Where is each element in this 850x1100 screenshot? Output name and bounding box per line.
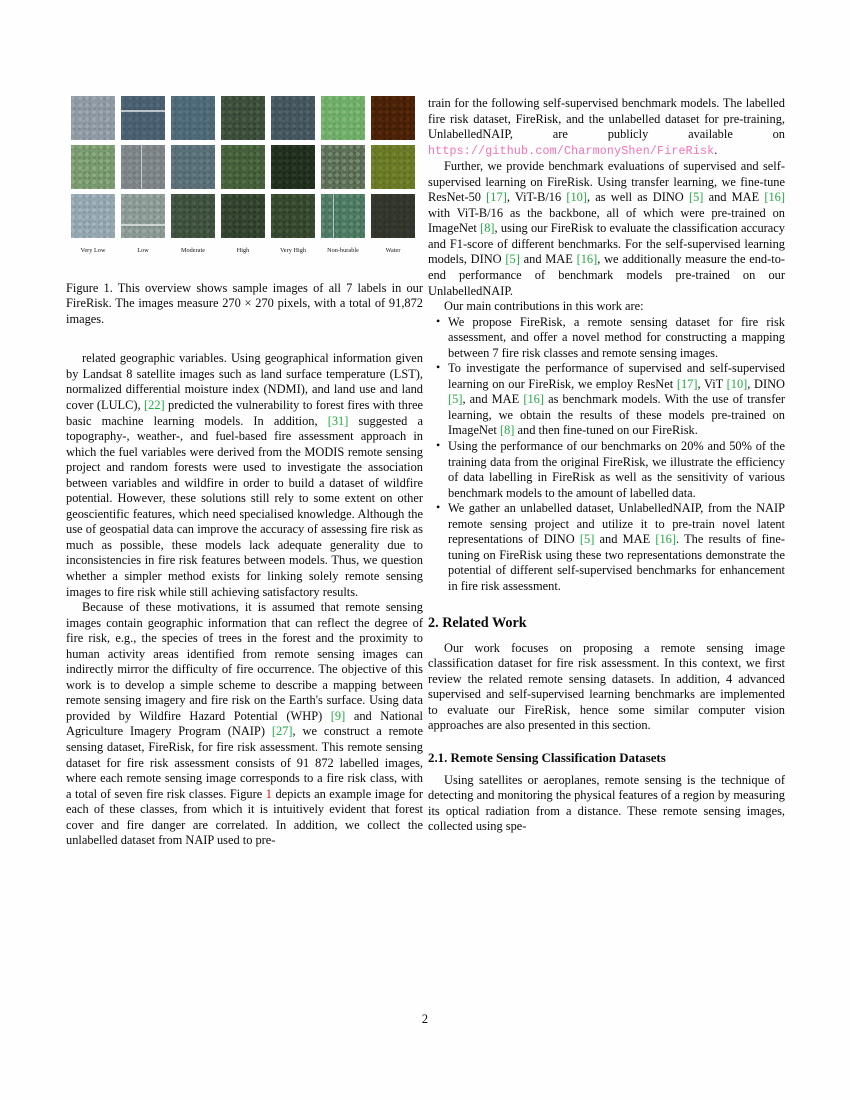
list-item bbox=[434, 439, 785, 501]
citation-22[interactable]: [22] bbox=[144, 397, 165, 412]
text-run: and MAE bbox=[594, 532, 656, 547]
text-run: related geographic variables. Using geographical information given by Landsat 8 satellite images such as land surface temperature (LST), normalized differential moisture index (NDMI), and land use and land cover (LULC), bbox=[66, 351, 423, 412]
text-run: and National Agriculture Imagery Program (NAIP) bbox=[66, 708, 423, 739]
sample-tile bbox=[71, 96, 115, 140]
tile-texture bbox=[71, 145, 115, 189]
text-run: and MAE bbox=[519, 252, 577, 267]
contributions-list bbox=[428, 315, 785, 595]
citation-16[interactable]: [16] bbox=[523, 392, 544, 407]
right-paragraph-1 bbox=[428, 96, 785, 159]
citation-16[interactable]: [16] bbox=[655, 532, 677, 547]
list-item bbox=[434, 501, 785, 594]
sample-image-labels bbox=[71, 243, 423, 259]
figure-caption bbox=[66, 281, 423, 328]
tile-texture bbox=[221, 96, 265, 140]
contributions-lead: Our main contributions in this work are: bbox=[444, 299, 644, 314]
subsection-heading-remote-sensing-datasets: 2.1. Remote Sensing Classification Datasets bbox=[428, 750, 666, 765]
sample-image-grid bbox=[71, 96, 423, 238]
tile-texture bbox=[171, 145, 215, 189]
tile-label: Non-burable bbox=[327, 247, 359, 254]
sample-tile bbox=[171, 145, 215, 189]
sample-tile bbox=[71, 194, 115, 238]
citation-16b[interactable]: [16] bbox=[576, 252, 598, 267]
text-run: , using our FireRisk to evaluate the classification accuracy and F1-score of different benchmarks. For the self-supervised learning models, DINO bbox=[428, 221, 785, 267]
text-run: , as well as DINO bbox=[587, 190, 689, 205]
citation-17[interactable]: [17] bbox=[676, 376, 698, 391]
sample-tile bbox=[371, 145, 415, 189]
tile-texture bbox=[271, 145, 315, 189]
tile-texture bbox=[121, 194, 165, 238]
text-run: , ViT-B/16 bbox=[506, 190, 567, 205]
list-item bbox=[434, 315, 785, 362]
tile-label: High bbox=[236, 247, 250, 254]
citation-5[interactable]: [5] bbox=[579, 532, 595, 547]
list-item bbox=[434, 361, 785, 439]
page-number: 2 bbox=[421, 1012, 429, 1026]
tile-texture bbox=[321, 96, 365, 140]
tile-label: Very Low bbox=[80, 247, 106, 254]
sample-tile bbox=[321, 194, 365, 238]
text-run: predicted the vulnerability to forest fires with three basic machine learning models. In addition, bbox=[66, 397, 423, 428]
figure-reference-1[interactable]: 1 bbox=[265, 786, 272, 801]
tile-texture bbox=[171, 194, 215, 238]
right-paragraph-2 bbox=[428, 159, 785, 299]
citation-5[interactable]: [5] bbox=[688, 190, 704, 205]
left-paragraph-2 bbox=[66, 600, 423, 849]
citation-31[interactable]: [31] bbox=[327, 413, 349, 428]
citation-17[interactable]: [17] bbox=[486, 190, 507, 205]
tile-texture bbox=[271, 96, 315, 140]
sample-tile bbox=[221, 96, 265, 140]
tile-texture bbox=[371, 145, 415, 189]
tile-streak bbox=[141, 145, 142, 189]
text-run: . bbox=[714, 142, 718, 157]
sample-tile bbox=[371, 96, 415, 140]
right-column bbox=[428, 96, 785, 835]
tile-label: Water bbox=[385, 247, 401, 254]
citation-9[interactable]: [9] bbox=[330, 708, 346, 723]
sample-tile bbox=[171, 96, 215, 140]
sample-tile bbox=[271, 145, 315, 189]
tile-label: Very High bbox=[279, 247, 307, 254]
text-run: as benchmark models. With the use of transfer learning, we obtain the results of these models pre-trained on ImageNet bbox=[448, 392, 785, 438]
figure-caption-text: This overview shows sample images of all 7 labels in our FireRisk. The images measure 270 × 270 pixels, with a total of 91,872 images. bbox=[66, 280, 423, 326]
tile-streak bbox=[121, 224, 165, 226]
text-run: Using the performance of our benchmarks on 20% and 50% of the training data from the original FireRisk, we illustrate the efficiency of data labelling in FireRisk as well as the sensitivity of various benchmark models to the amount of labelled data. bbox=[448, 439, 785, 500]
text-run: , we construct a remote sensing dataset, FireRisk, for fire risk assessment. This remote sensing dataset for fire risk assessment consists of 91 872 labelled images, where each remote sensing image corresponds to a fire risk class, with a total of seven fire risk classes. Figure bbox=[66, 724, 423, 801]
sample-tile bbox=[221, 145, 265, 189]
text-run: To investigate the performance of supervised and self-supervised learning on our FireRisk, we employ ResNet bbox=[448, 361, 785, 391]
tile-texture bbox=[71, 96, 115, 140]
text-run: and MAE bbox=[703, 190, 765, 205]
section-heading-related-work: 2. Related Work bbox=[428, 614, 527, 631]
citation-5b[interactable]: [5] bbox=[505, 252, 520, 267]
citation-10[interactable]: [10] bbox=[566, 190, 588, 205]
text-run: suggested a topography-, weather-, and fuel-based fire assessment approach in which the fuel variables were derived from the MODIS remote sensing project and random forests were used to investigate the association between variables and wildfire in order to build a dataset of wildfire potential. However, these solutions still rely to some extent on other geoscientific features, which need specialised knowledge. Although the use of geospatial data can improve the accuracy of assessing fire risk as much as possible, these models lack adequate generality due to inconsistencies in fire risk features between models. Thus, we question whether a simpler method exists for linking solely remote sensing images to fire risk while still achieving satisfactory results. bbox=[66, 413, 423, 599]
citation-5[interactable]: [5] bbox=[448, 392, 463, 407]
text-run: depicts an example image for each of these classes, from which it is intuitively evident that forest cover and fire danger are correlated. In addition, we collect the unlabelled dataset from NAIP used to pre- bbox=[66, 786, 423, 848]
text-run: , DINO bbox=[747, 376, 786, 391]
text-run: . The results of fine-tuning on FireRisk using these two representations demonstrate the potential of different self-supervised benchmarks for enhancement in fire risk assessment. bbox=[448, 532, 785, 593]
tile-texture bbox=[371, 96, 415, 140]
text-run: train for the following self-supervised benchmark models. The labelled fire risk dataset, FireRisk, and the unlabelled dataset for pre-training, UnlabelledNAIP, are publicly available on bbox=[428, 96, 785, 142]
text-run: Because of these motivations, it is assumed that remote sensing images contain geographic information that can reflect the degree of fire risk, e.g., the species of trees in the forest and the proximity to human activity areas identified from remote sensing images can indirectly mirror the difficulty of fire occurrence. The objective of this work is to develop a simple scheme to describe a mapping between remote sensing imagery and fire risk on the Earth's surface. Using data provided by Wildfire Hazard Potential (WHP) bbox=[66, 600, 423, 723]
text-run: with ViT-B/16 as the backbone, all of which were pre-trained on ImageNet bbox=[428, 205, 785, 236]
tile-texture bbox=[171, 96, 215, 140]
tile-texture bbox=[71, 194, 115, 238]
citation-16[interactable]: [16] bbox=[764, 190, 785, 205]
section-2-1-paragraph: Using satellites or aeroplanes, remote sensing is the technique of detecting and monitoring the physical features of a region by measuring its optical radiation from a distance. These remote sensing images, collected using spe- bbox=[428, 772, 785, 834]
tile-texture bbox=[221, 194, 265, 238]
tile-texture bbox=[121, 145, 165, 189]
tile-texture bbox=[321, 194, 365, 238]
sample-tile bbox=[171, 194, 215, 238]
figure-1 bbox=[66, 96, 423, 327]
tile-texture bbox=[321, 145, 365, 189]
text-run: , and MAE bbox=[462, 392, 524, 407]
tile-streak bbox=[121, 110, 165, 112]
dataset-url-link[interactable]: https://github.com/CharmonyShen/FireRisk bbox=[428, 144, 715, 158]
tile-label: Moderate bbox=[180, 247, 206, 254]
text-run: and then fine-tuned on our FireRisk. bbox=[514, 423, 698, 438]
tile-texture bbox=[221, 145, 265, 189]
citation-10[interactable]: [10] bbox=[726, 376, 748, 391]
text-run: , ViT bbox=[697, 376, 727, 391]
sample-tile bbox=[321, 96, 365, 140]
text-run: Further, we provide benchmark evaluations of supervised and self-supervised learning on FireRisk. Using transfer learning, we fine-tune ResNet-50 bbox=[428, 159, 785, 205]
sample-tile bbox=[121, 145, 165, 189]
left-paragraph-1 bbox=[66, 351, 423, 600]
sample-tile bbox=[221, 194, 265, 238]
figure-caption-lead: Figure 1. bbox=[66, 280, 113, 295]
sample-tile bbox=[271, 194, 315, 238]
citation-8[interactable]: [8] bbox=[480, 221, 495, 236]
tile-texture bbox=[121, 96, 165, 140]
left-column bbox=[66, 96, 423, 849]
sample-tile bbox=[71, 145, 115, 189]
citation-8[interactable]: [8] bbox=[499, 423, 515, 438]
tile-label: Low bbox=[137, 247, 149, 254]
sample-tile bbox=[121, 194, 165, 238]
text-run: We gather an unlabelled dataset, UnlabelledNAIP, from the NAIP remote sensing project and utilize it to pre-train novel latent representations of DINO bbox=[448, 501, 785, 547]
tile-streak bbox=[333, 194, 334, 238]
text-run: , we additionally measure the end-to-end performance of benchmark models pre-trained on our UnlabelledNAIP. bbox=[428, 252, 786, 298]
tile-texture bbox=[371, 194, 415, 238]
sample-tile bbox=[321, 145, 365, 189]
section-2-paragraph: Our work focuses on proposing a remote sensing image classification dataset for fire risk assessment. In this context, we first review the related remote sensing datasets. In addition, 4 advanced supervised and self-supervised learning benchmarks are implemented to evaluate our FireRisk, hence some similar computer vision approaches are also presented in this section. bbox=[428, 640, 785, 733]
text-run: We propose FireRisk, a remote sensing dataset for fire risk assessment, and offer a novel method for constructing a mapping between 7 fire risk classes and remote sensing images. bbox=[448, 314, 785, 360]
sample-tile bbox=[271, 96, 315, 140]
citation-27[interactable]: [27] bbox=[271, 724, 293, 739]
sample-tile bbox=[121, 96, 165, 140]
tile-texture bbox=[271, 194, 315, 238]
sample-tile bbox=[371, 194, 415, 238]
